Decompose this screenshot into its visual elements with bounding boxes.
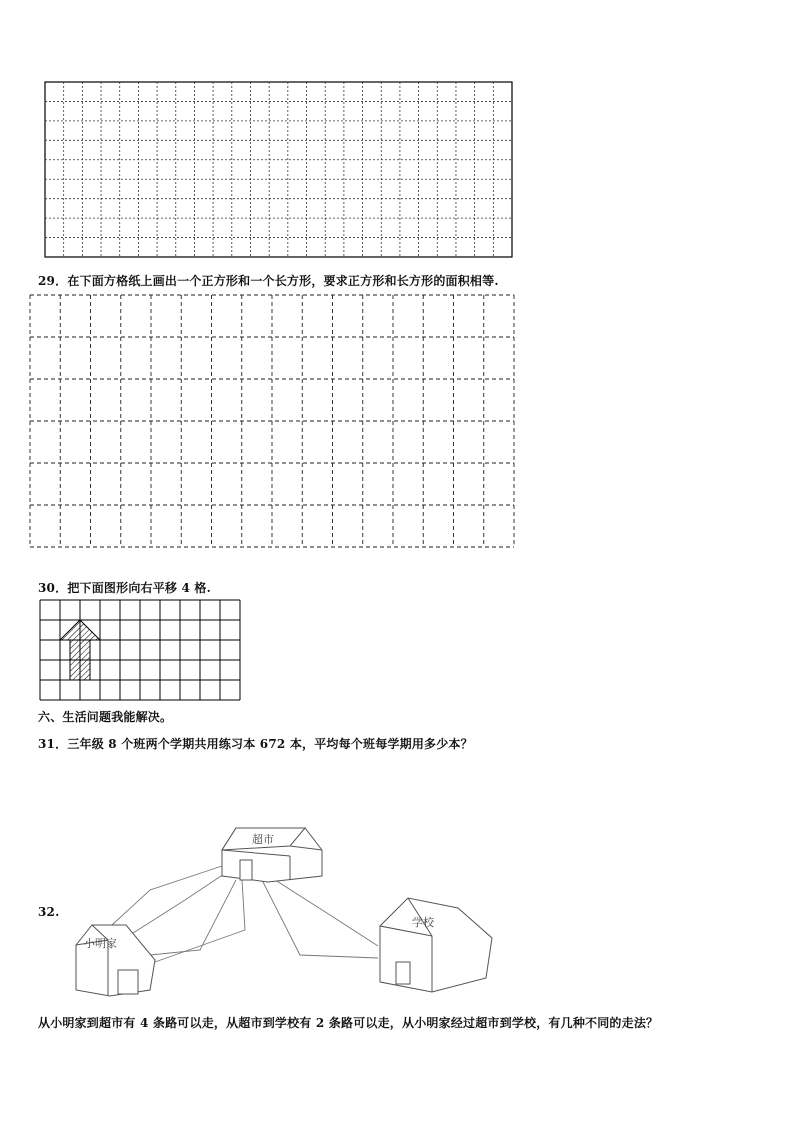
home-label: 小明家 xyxy=(84,937,117,950)
supermarket-to-school-paths xyxy=(262,878,378,958)
question-30-number: 30． xyxy=(38,581,68,595)
supermarket-label: 超市 xyxy=(252,833,274,846)
question-32-text: 从小明家到超市有 4 条路可以走，从超市到学校有 2 条路可以走，从小明家经过超市到学校，有几种不同的走法？ xyxy=(38,1016,659,1030)
question-30-text: 把下面图形向右平移 4 格. xyxy=(67,581,211,595)
question-31-number: 31． xyxy=(38,737,68,751)
question-29-text: 在下面方格纸上画出一个正方形和一个长方形，要求正方形和长方形的面积相等. xyxy=(67,274,499,288)
question-29-number: 29． xyxy=(38,274,68,288)
school-building xyxy=(380,898,492,992)
home-building xyxy=(76,925,155,996)
section-6-title: 六、生活问题我能解决。 xyxy=(38,710,173,724)
school-label: 学校 xyxy=(412,916,434,929)
question-32-number: 32. xyxy=(38,905,60,919)
question-31-text: 三年级 8 个班两个学期共用练习本 672 本，平均每个班每学期用多少本？ xyxy=(67,737,473,751)
